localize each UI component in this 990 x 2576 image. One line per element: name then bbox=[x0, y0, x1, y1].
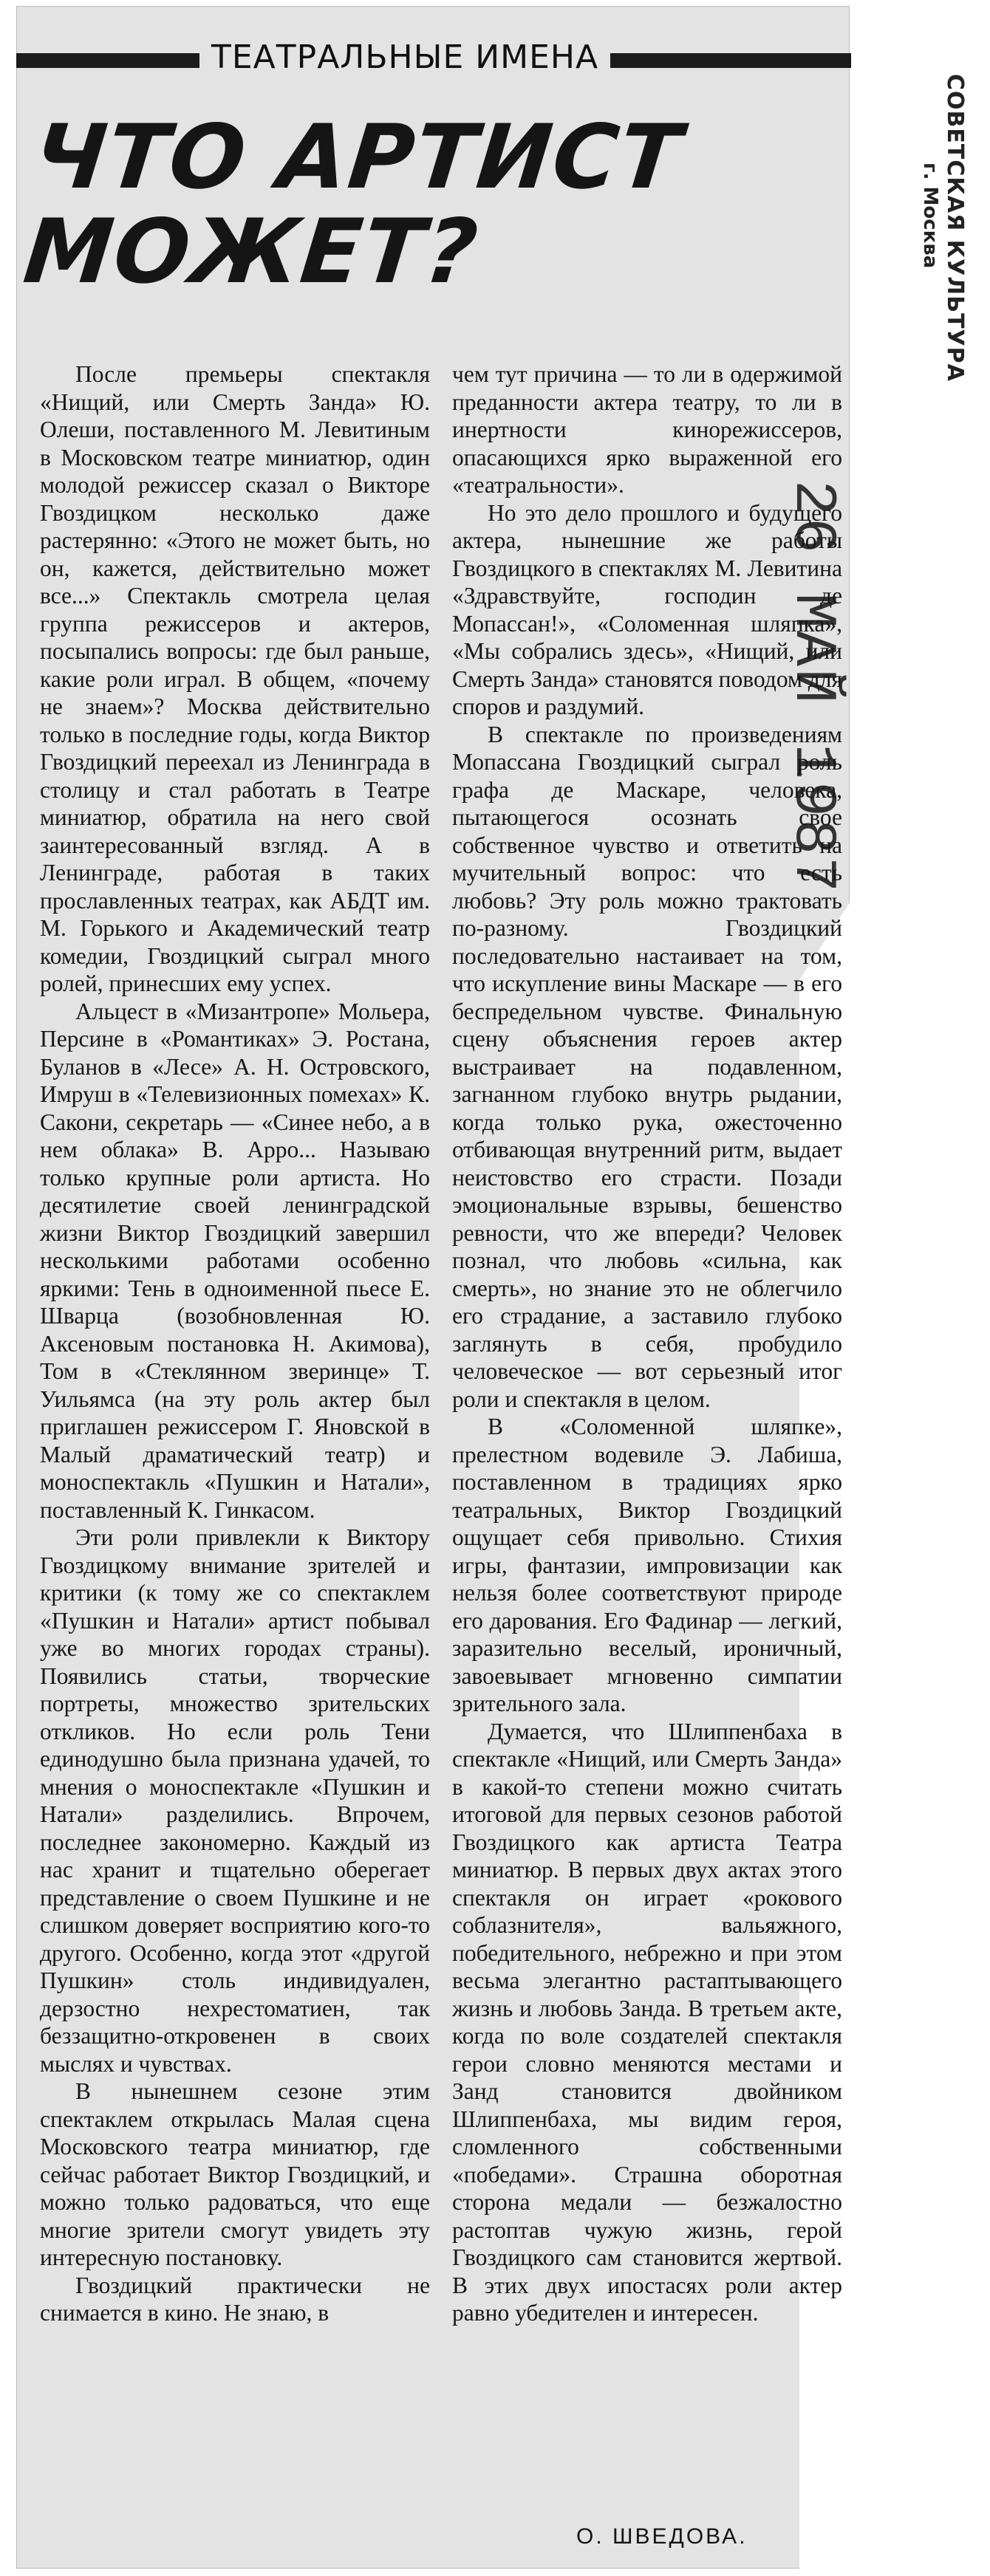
publication-name: СОВЕТСКАЯ КУЛЬТУРА bbox=[942, 74, 968, 382]
paragraph: В нынешнем сезоне этим спектаклем открылась Малая сцена Московского театра миниатюр, где сейчас работает Виктор Гвоздицкий, и можно только радоваться, что еще многие зрители смогут увидеть эту интересную постановку. bbox=[40, 2078, 430, 2270]
column-2 bbox=[452, 360, 842, 2327]
paragraph: Думается, что Шлиппенбаха в спектакле «Нищий, или Смерть Занда» в какой-то степени можно считать итоговой для первых сезонов работой Гвоздицкого как артиста Театра миниатюр. В первых двух актах этого спектакля он играет «рокового соблазнителя», вальяжного, победительного, небрежно и при этом весьма элегантно растаптывающего жизнь и любовь Занда. В третьем акте, когда по воле создателей спектакля герои словно меняются местами и Занд становится двойником Шлиппенбаха, мы видим героя, сломленного собственными «победами». Страшна оборотная сторона медали — безжалостно растоптав чужую жизнь, герой Гвоздицкого сам становится жертвой. В этих двух ипостасях роли актер равно убедителен и интересен. bbox=[452, 1718, 842, 2326]
paragraph: В спектакле по произведениям Мопассана Гвоздицкий сыграл роль графа де Маскаре, человека, пытающегося осознать свое собственное чувство и ответить на мучительный вопрос: что есть любовь? Эту роль можно трактовать по-разному. Гвоздицкий последовательно настаивает на том, что искупление вины Маскаре — в его беспредельном чувстве. Финальную сцену объяснения героев актер выстраивает на подавленном, загнанном глубоко внутрь рыдании, когда только рука, ожесточенно отбивающая внутренний ритм, выдает неистовство его страсти. Позади эмоциональные взрывы, бешенство ревности, что же впереди? Человек познал, что любовь «сильна, как смерть», но знание это не облегчило его страдание, а заставило глубоко заглянуть в себя, пробудило человеческое — вот серьезный итог роли и спектакля в целом. bbox=[452, 721, 842, 1412]
section-rubric bbox=[16, 38, 851, 77]
paragraph: Но это дело прошлого и будущего актера, нынешние же работы Гвоздицкого в спектаклях М. Левитина «Здравствуйте, господин де Мопассан!», «Соломенная шляпка», «Мы собрались здесь», «Нищий, или Смерть Занда» становятся поводом для споров и раздумий. bbox=[452, 499, 843, 719]
author-signature: О. ШВЕДОВА. bbox=[576, 2524, 748, 2549]
paragraph: Гвоздицкий практически не снимается в кино. Не знаю, в bbox=[40, 2272, 430, 2326]
rubric-label: ТЕАТРАЛЬНЫЕ ИМЕНА bbox=[199, 38, 610, 77]
paragraph: Альцест в «Мизантропе» Мольера, Персине в «Романтиках» Э. Ростана, Буланов в «Лесе» А. Н. Островского, Имруш в «Телевизионных помехах» К. Сакони, секретарь — «Синее небо, а в нем облака» В. Арро... Называю только крупные роли артиста. Но десятилетие своей ленинградской жизни Виктор Гвоздицкий завершил несколькими работами особенно яркими: Тень в одноименной пьесе Е. Шварца (возобновленная Ю. Аксеновым постановка Н. Акимова), Том в «Стеклянном зверинце» Т. Уильямса (на эту роль актер был приглашен режиссером Г. Яновской в Малый драматический театр) и моноспектакль «Пушкин и Натали», поставленный К. Гинкасом. bbox=[40, 998, 430, 1523]
publication-city: г. Москва bbox=[919, 162, 941, 269]
paragraph: Эти роли привлекли к Виктору Гвоздицкому внимание зрителей и критики (к тому же со спектаклем «Пушкин и Натали» артист побывал уже во многих городах страны). Появились статьи, творческие портреты, множество зрительских откликов. Но если роль Тени единодушно была признана удачей, то мнения о моноспектакле «Пушкин и Натали» разделились. Впрочем, последнее закономерно. Каждый из нас хранит и тщательно оберегает представление о своем Пушкине и не слишком доверяет восприятию кого-то другого. Особенно, когда этот «другой Пушкин» столь индивидуален, дерзостно нехрестоматиен, так беззащитно-откровенен в своих мыслях и чувствах. bbox=[40, 1524, 430, 2077]
article-headline: ЧТО АРТИСТ МОЖЕТ? bbox=[19, 106, 687, 304]
paragraph: чем тут причина — то ли в одержимой преданности актера театру, то ли в инертности кинорежиссеров, опасающихся ярко выраженной его «театральности». bbox=[452, 361, 842, 498]
paragraph: После премьеры спектакля «Нищий, или Смерть Занда» Ю. Олеши, поставленного М. Левитиным в Московском театре миниатюр, один молодой режиссер сказал о Викторе Гвоздицком несколько даже растерянно: «Этого не может быть, но он, кажется, действительно может все...» Спектакль смотрела целая группа режиссеров и актеров, посыпались вопросы: где был раньше, какие роли играл. В общем, «почему не знаем»? Москва действительно только в последние годы, когда Виктор Гвоздицкий переехал из Ленинграда в столицу и стал работать в Театре миниатюр, обратила на него свой заинтересованный взгляд. А в Ленинграде, работая в таких прославленных театрах, как АБДТ им. М. Горького и Академический театр комедии, Гвоздицкий сыграл много ролей, принесших ему успех. bbox=[40, 361, 430, 996]
paragraph: В «Соломенной шляпке», прелестном водевиле Э. Лабиша, поставленном в традициях ярко театральных, Виктор Гвоздицкий ощущает себя привольно. Стихия игры, фантазии, импровизации как нельзя более соответствуют природе его дарования. Его Фадинар — легкий, заразительно веселый, ироничный, завоевывает мгновенно симпатии зрительного зала. bbox=[452, 1414, 842, 1716]
publication-stamp bbox=[919, 74, 968, 443]
column-1 bbox=[40, 360, 430, 2327]
date-stamp: 26 МАЙ 1987 bbox=[779, 480, 846, 895]
